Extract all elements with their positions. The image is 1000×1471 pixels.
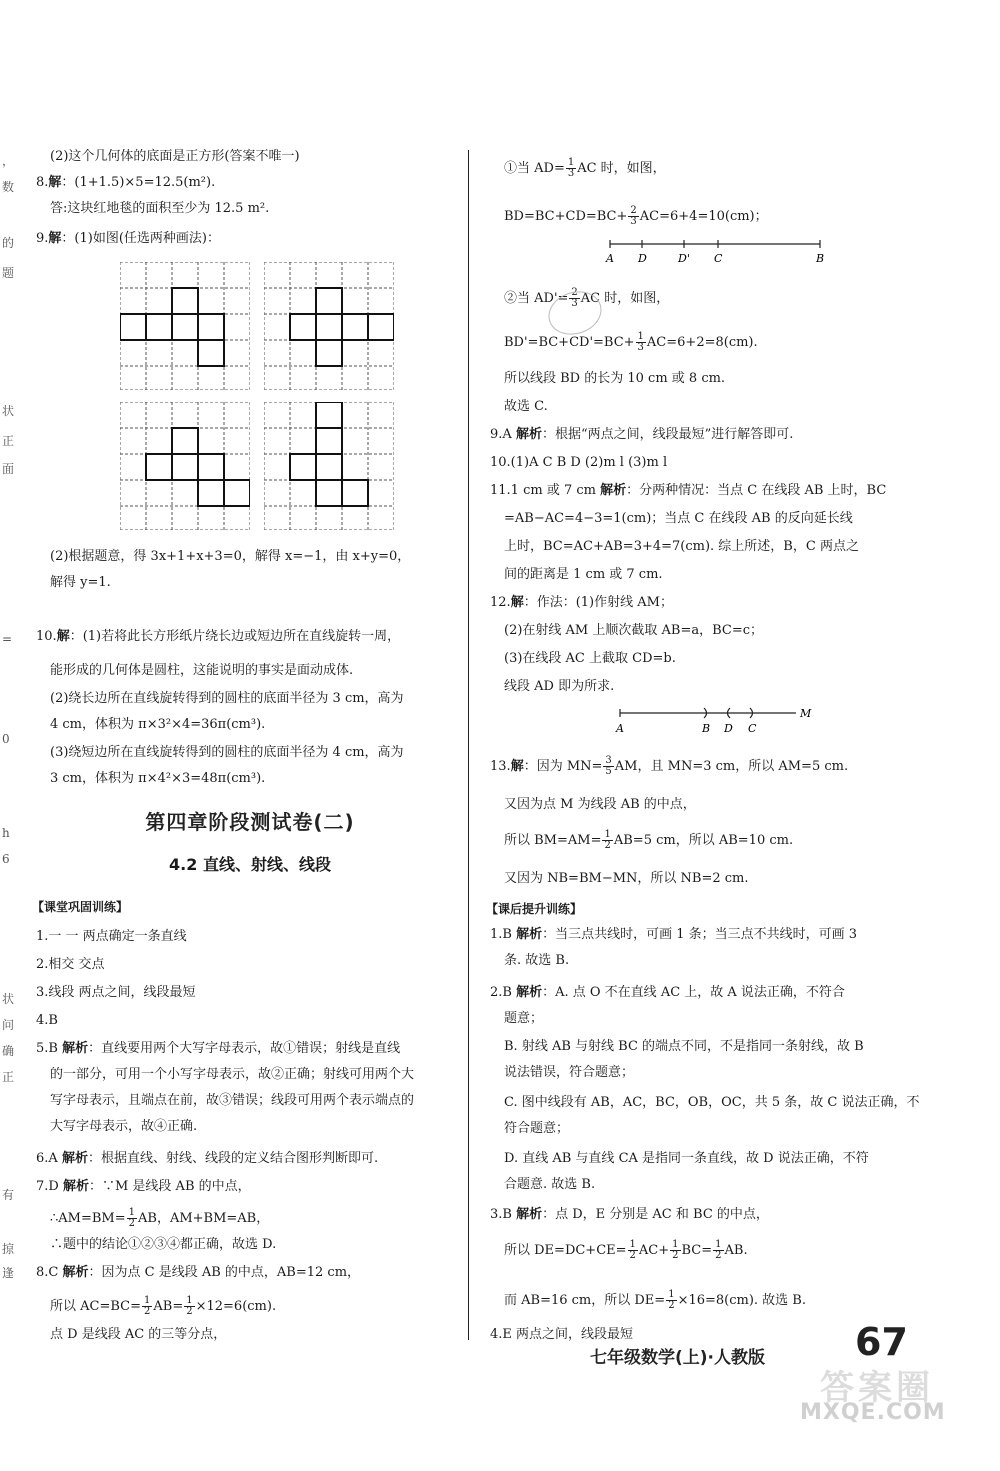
edge-char: 有 bbox=[2, 1188, 15, 1202]
edge-char: ， bbox=[2, 154, 15, 168]
answer-line bbox=[490, 1206, 769, 1224]
answer-text: AM，且 MN=3 cm，所以 AM=5 cm. bbox=[614, 759, 849, 774]
answer-text: ：直线要用两个大写字母表示，故①错误；射线是直线 bbox=[88, 1041, 401, 1056]
solution-tag: 解 bbox=[48, 175, 62, 190]
answer-line: (3)绕短边所在直线旋转得到的圆柱的底面半径为 4 cm，高为 bbox=[50, 745, 404, 760]
answer-text: ①当 AD= bbox=[504, 161, 565, 176]
edge-char: 面 bbox=[2, 462, 15, 476]
point-label: D' bbox=[678, 252, 690, 265]
answer-line bbox=[490, 482, 886, 500]
item-number: 12. bbox=[490, 595, 511, 610]
denominator: 3 bbox=[571, 298, 578, 309]
answer-line: 3 cm，体积为 π×4²×3=48π(cm³). bbox=[50, 771, 266, 786]
numerator: 1 bbox=[144, 1295, 151, 1306]
point-label: B bbox=[702, 722, 711, 734]
item-number: 5.B bbox=[36, 1041, 63, 1056]
point-label: B bbox=[816, 252, 825, 265]
edge-char: 状 bbox=[2, 992, 15, 1006]
point-label: A bbox=[616, 722, 624, 734]
numerator: 1 bbox=[629, 1239, 636, 1250]
denominator: 2 bbox=[715, 1250, 722, 1261]
answer-line bbox=[50, 1208, 269, 1229]
answer-text: ∴AM=BM= bbox=[50, 1211, 126, 1226]
edge-char: 逢 bbox=[2, 1266, 15, 1280]
answer-line bbox=[36, 1040, 400, 1058]
numerator: 1 bbox=[668, 1289, 675, 1300]
answer-line: 题意； bbox=[504, 1011, 544, 1026]
answer-line: 写字母表示，且端点在前，故③错误；线段可用两个表示端点的 bbox=[50, 1093, 415, 1108]
answer-text: ②当 AD'= bbox=[504, 291, 569, 306]
answer-line: 4.B bbox=[36, 1013, 58, 1028]
denominator: 3 bbox=[567, 168, 575, 179]
book-footer: 七年级数学(上)·人教版 bbox=[590, 1348, 765, 1368]
analysis-tag: 解析 bbox=[600, 483, 627, 498]
answer-text: ：A. 点 O 不在直线 AC 上，故 A 说法正确，不符合 bbox=[542, 985, 845, 1000]
point-label: C bbox=[748, 722, 757, 734]
answer-line: 10.(1)A C B D (2)m l (3)m l bbox=[490, 455, 668, 470]
answer-text: ：(1)如图(任选两种画法)： bbox=[61, 231, 220, 246]
section-tag-classroom: 【课堂巩固训练】 bbox=[32, 900, 129, 914]
answer-line: 线段 AD 即为所求. bbox=[504, 679, 615, 694]
answer-line: (3)在线段 AC 上截取 CD=b. bbox=[504, 651, 676, 666]
numerator: 1 bbox=[567, 157, 575, 168]
answer-line: 能形成的几何体是圆柱，这能说明的事实是面动成体. bbox=[50, 663, 354, 678]
answer-text: ：∵M 是线段 AB 的中点， bbox=[88, 1179, 251, 1194]
fraction bbox=[127, 1208, 137, 1229]
answer-line bbox=[490, 984, 845, 1002]
numerator: 3 bbox=[605, 755, 612, 766]
answer-text: ：(1+1.5)×5=12.5(m²). bbox=[61, 175, 216, 190]
answer-line: 4 cm，体积为 π×3²×4=36π(cm³). bbox=[50, 717, 266, 732]
answer-text: BD'=BC+CD'=BC+ bbox=[504, 335, 635, 350]
edge-char: 题 bbox=[2, 266, 15, 280]
answer-line bbox=[36, 230, 220, 248]
answer-line bbox=[504, 206, 768, 227]
answer-line bbox=[490, 426, 793, 444]
fraction bbox=[628, 1240, 638, 1261]
fraction bbox=[666, 1290, 676, 1311]
answer-text: 所以 DE=DC+CE= bbox=[504, 1243, 627, 1258]
answer-line bbox=[490, 926, 857, 944]
answer-line: 符合题意； bbox=[504, 1121, 570, 1136]
answer-text: AC 时，如图， bbox=[580, 291, 670, 306]
answer-line: 所以线段 BD 的长为 10 cm 或 8 cm. bbox=[504, 371, 726, 386]
answer-text: 所以 AC=BC= bbox=[50, 1299, 141, 1314]
fraction bbox=[670, 1240, 680, 1261]
edge-char: 的 bbox=[2, 236, 15, 250]
answer-line bbox=[504, 830, 793, 851]
answer-line: 故选 C. bbox=[504, 399, 548, 414]
edge-char: 0 bbox=[2, 732, 10, 746]
answer-line: 1.一 一 两点确定一条直线 bbox=[36, 929, 187, 944]
answer-text: AB=5 cm，所以 AB=10 cm. bbox=[613, 833, 794, 848]
analysis-tag: 解析 bbox=[515, 427, 542, 442]
answer-line bbox=[36, 1264, 360, 1282]
answer-line: 又因为 NB=BM−MN，所以 NB=2 cm. bbox=[504, 871, 749, 886]
answer-line: 3.线段 两点之间，线段最短 bbox=[36, 985, 196, 1000]
numerator: 1 bbox=[186, 1295, 193, 1306]
answer-line: 说法错误，符合题意； bbox=[504, 1065, 635, 1080]
answer-text: ：点 D，E 分别是 AC 和 BC 的中点， bbox=[542, 1207, 769, 1222]
answer-line: (2)这个几何体的底面是正方形(答案不唯一) bbox=[50, 149, 300, 164]
item-number: 13. bbox=[490, 759, 511, 774]
item-number: 3.B bbox=[490, 1207, 517, 1222]
answer-line: 的一部分，可用一个小写字母表示，故②正确；射线可用两个大 bbox=[50, 1067, 415, 1082]
solution-tag: 解 bbox=[510, 759, 524, 774]
answer-line: B. 射线 AB 与射线 BC 的端点不同，不是指同一条射线，故 B bbox=[504, 1039, 864, 1054]
answer-text: ：因为点 C 是线段 AB 的中点，AB=12 cm， bbox=[88, 1265, 361, 1280]
edge-char: = bbox=[2, 632, 13, 646]
cube-net-figure-4 bbox=[264, 402, 394, 530]
fraction bbox=[713, 1240, 723, 1261]
answer-line bbox=[504, 1290, 806, 1311]
answer-text: ：作法：(1)作射线 AM； bbox=[523, 595, 673, 610]
answer-line: (2)绕长边所在直线旋转得到的圆柱的底面半径为 3 cm，高为 bbox=[50, 691, 404, 706]
analysis-tag: 解析 bbox=[61, 1151, 88, 1166]
answer-text: ：(1)若将此长方形纸片绕长边或短边所在直线旋转一周， bbox=[69, 629, 401, 644]
solution-tag: 解 bbox=[56, 629, 70, 644]
answer-line bbox=[504, 158, 666, 179]
answer-text: 而 AB=16 cm，所以 DE= bbox=[504, 1293, 666, 1308]
edge-char: 掠 bbox=[2, 1242, 15, 1256]
answer-text: AC 时，如图， bbox=[577, 161, 666, 176]
item-number: 2.B bbox=[490, 985, 517, 1000]
cube-net-figure-3 bbox=[120, 402, 250, 530]
answer-line: 合题意. 故选 B. bbox=[504, 1177, 596, 1192]
denominator: 2 bbox=[604, 840, 611, 851]
edge-char: 正 bbox=[2, 1070, 15, 1084]
segment-diagram-2 bbox=[610, 704, 820, 734]
denominator: 2 bbox=[128, 1218, 135, 1229]
edge-char: 6 bbox=[2, 852, 10, 866]
edge-char: h bbox=[2, 826, 10, 840]
answer-line: (2)在射线 AM 上顺次截取 AB=a，BC=c； bbox=[504, 623, 764, 638]
analysis-tag: 解析 bbox=[516, 985, 543, 1000]
point-label: D bbox=[724, 722, 733, 734]
fraction bbox=[628, 206, 638, 227]
section-tag-after-class: 【课后提升训练】 bbox=[486, 902, 583, 916]
analysis-tag: 解析 bbox=[62, 1265, 89, 1280]
denominator: 3 bbox=[630, 216, 637, 227]
section-title: 4.2 直线、射线、线段 bbox=[169, 855, 331, 874]
item-number: 8. bbox=[36, 175, 49, 190]
cube-net-figure-2 bbox=[264, 262, 394, 390]
answer-line bbox=[50, 1296, 276, 1317]
answer-text: BD=BC+CD=BC+ bbox=[504, 209, 628, 224]
answer-line: (2)根据题意，得 3x+1+x+3=0，解得 x=−1，由 x+y=0， bbox=[50, 549, 411, 564]
answer-text: AB= bbox=[153, 1299, 184, 1314]
answer-line bbox=[490, 594, 673, 612]
answer-line: 2.相交 交点 bbox=[36, 957, 105, 972]
answer-line: 4.E 两点之间，线段最短 bbox=[490, 1327, 634, 1342]
point-label: A bbox=[606, 252, 614, 265]
edge-char: 确 bbox=[2, 1044, 15, 1058]
answer-line: D. 直线 AB 与直线 CA 是指同一条直线，故 D 说法正确，不符 bbox=[504, 1151, 869, 1166]
answer-text: AC=6+4=10(cm)； bbox=[639, 209, 768, 224]
analysis-tag: 解析 bbox=[62, 1179, 89, 1194]
answer-text: ×12=6(cm). bbox=[195, 1299, 277, 1314]
answer-text: ：当三点共线时，可画 1 条；当三点不共线时，可画 3 bbox=[542, 927, 858, 942]
answer-text: BC= bbox=[681, 1243, 713, 1258]
answer-text: ：因为 MN= bbox=[523, 759, 603, 774]
item-number: 6.A bbox=[36, 1151, 62, 1166]
fraction bbox=[566, 158, 576, 179]
fraction bbox=[603, 756, 613, 777]
answer-line bbox=[504, 1240, 748, 1261]
column-divider bbox=[468, 150, 469, 1340]
answer-text: ×16=8(cm). 故选 B. bbox=[677, 1293, 806, 1308]
numerator: 1 bbox=[637, 331, 644, 342]
watermark-logo: 答案圈 bbox=[820, 1368, 934, 1408]
edge-char: 状 bbox=[2, 404, 15, 418]
answer-line: ∴题中的结论①②③④都正确，故选 D. bbox=[50, 1237, 277, 1252]
item-number: 11.1 cm 或 7 cm bbox=[490, 483, 601, 498]
solution-tag: 解 bbox=[510, 595, 524, 610]
adjacent-page-edge bbox=[0, 140, 20, 1340]
answer-line: 条. 故选 B. bbox=[504, 953, 570, 968]
answer-line bbox=[36, 1178, 251, 1196]
item-number: 10. bbox=[36, 629, 57, 644]
edge-char: 正 bbox=[2, 434, 15, 448]
answer-line: 又因为点 M 为线段 AB 的中点， bbox=[504, 797, 696, 812]
numerator: 1 bbox=[128, 1207, 135, 1218]
denominator: 2 bbox=[144, 1306, 151, 1317]
edge-char: 数 bbox=[2, 180, 15, 194]
item-number: 7.D bbox=[36, 1179, 63, 1194]
fraction bbox=[142, 1296, 152, 1317]
answer-text: 所以 BM=AM= bbox=[504, 833, 602, 848]
answer-line: 点 D 是线段 AC 的三等分点， bbox=[50, 1327, 227, 1342]
answer-text: AB. bbox=[724, 1243, 748, 1258]
fraction bbox=[602, 830, 612, 851]
answer-line: 上时，BC=AC+AB=3+4=7(cm). 综上所述，B，C 两点之 bbox=[504, 539, 859, 554]
answer-line: 大写字母表示，故④正确. bbox=[50, 1119, 198, 1134]
answer-text: ：根据“两点之间，线段最短”进行解答即可. bbox=[541, 427, 794, 442]
answer-line: C. 图中线段有 AB，AC，BC，OB，OC，共 5 条，故 C 说法正确，不 bbox=[504, 1095, 920, 1110]
fraction bbox=[184, 1296, 194, 1317]
fraction bbox=[636, 332, 646, 353]
denominator: 5 bbox=[605, 766, 612, 777]
answer-line bbox=[36, 628, 400, 646]
watermark-url: MXQE.COM bbox=[800, 1400, 946, 1425]
answer-text: AC+ bbox=[638, 1243, 670, 1258]
point-label: C bbox=[714, 252, 723, 265]
cube-net-figure-1 bbox=[120, 262, 250, 390]
answer-line bbox=[504, 332, 758, 353]
denominator: 3 bbox=[637, 342, 644, 353]
numerator: 2 bbox=[571, 287, 578, 298]
answer-text: AB，AM+BM=AB， bbox=[138, 1211, 270, 1226]
item-number: 8.C bbox=[36, 1265, 63, 1280]
answer-line: 答:这块红地毯的面积至少为 12.5 m². bbox=[50, 201, 270, 216]
chapter-title: 第四章阶段测试卷(二) bbox=[145, 810, 355, 834]
denominator: 2 bbox=[668, 1300, 675, 1311]
analysis-tag: 解析 bbox=[62, 1041, 89, 1056]
numerator: 1 bbox=[672, 1239, 679, 1250]
analysis-tag: 解析 bbox=[516, 927, 543, 942]
denominator: 2 bbox=[672, 1250, 679, 1261]
denominator: 2 bbox=[629, 1250, 636, 1261]
solution-tag: 解 bbox=[48, 231, 62, 246]
item-number: 9.A bbox=[490, 427, 516, 442]
answer-line: 解得 y=1. bbox=[50, 575, 111, 590]
item-number: 9. bbox=[36, 231, 49, 246]
point-label: D bbox=[638, 252, 647, 265]
answer-line bbox=[490, 756, 848, 777]
item-number: 1.B bbox=[490, 927, 517, 942]
answer-line bbox=[36, 174, 215, 192]
edge-char: 问 bbox=[2, 1018, 15, 1032]
answer-line: 间的距离是 1 cm 或 7 cm. bbox=[504, 567, 663, 582]
numerator: 1 bbox=[604, 829, 611, 840]
denominator: 2 bbox=[186, 1306, 193, 1317]
answer-line bbox=[36, 1150, 378, 1168]
answer-text: ：分两种情况：当点 C 在线段 AB 上时，BC bbox=[626, 483, 887, 498]
point-label: M bbox=[800, 707, 812, 720]
answer-text: AC=6+2=8(cm). bbox=[646, 335, 758, 350]
answer-line: =AB−AC=4−3=1(cm)；当点 C 在线段 AB 的反向延长线 bbox=[504, 511, 853, 526]
segment-diagram-1 bbox=[600, 236, 830, 266]
answer-text: ：根据直线、射线、线段的定义结合图形判断即可. bbox=[87, 1151, 379, 1166]
numerator: 2 bbox=[630, 205, 637, 216]
numerator: 1 bbox=[715, 1239, 722, 1250]
analysis-tag: 解析 bbox=[516, 1207, 543, 1222]
page-number: 67 bbox=[855, 1320, 908, 1364]
